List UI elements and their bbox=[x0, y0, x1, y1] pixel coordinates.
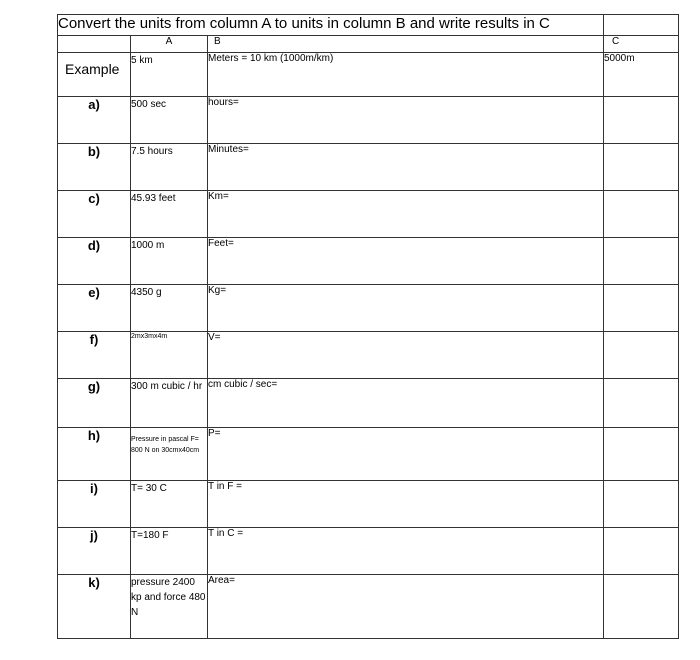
table-row bbox=[58, 97, 679, 144]
row-label: c) bbox=[58, 191, 131, 238]
table-row bbox=[58, 238, 679, 285]
row-label: i) bbox=[58, 481, 131, 528]
header-c: C bbox=[604, 36, 679, 53]
column-a-value: 45.93 feet bbox=[131, 191, 208, 238]
table-row bbox=[58, 481, 679, 528]
answer-cell[interactable] bbox=[604, 238, 679, 285]
column-a-value: 500 sec bbox=[131, 97, 208, 144]
table-row bbox=[58, 379, 679, 428]
column-b-value: T in C = bbox=[208, 528, 604, 575]
row-label: d) bbox=[58, 238, 131, 285]
column-a-value: Pressure in pascal F= 800 N on 30cmx40cm bbox=[131, 428, 208, 481]
column-b-value: P= bbox=[208, 428, 604, 481]
row-label: e) bbox=[58, 285, 131, 332]
title-row bbox=[58, 15, 679, 36]
answer-cell[interactable] bbox=[604, 97, 679, 144]
header-row bbox=[58, 36, 679, 53]
table-row bbox=[58, 332, 679, 379]
header-blank-cell bbox=[58, 36, 131, 53]
column-a-value: 4350 g bbox=[131, 285, 208, 332]
column-a-value: 5 km bbox=[131, 53, 208, 97]
column-b-value: Meters = 10 km (1000m/km) bbox=[208, 53, 604, 97]
answer-cell[interactable] bbox=[604, 575, 679, 639]
header-a: A bbox=[131, 36, 208, 53]
answer-cell[interactable] bbox=[604, 144, 679, 191]
column-a-value: T= 30 C bbox=[131, 481, 208, 528]
row-label: f) bbox=[58, 332, 131, 379]
column-b-value: V= bbox=[208, 332, 604, 379]
column-a-value: 2mx3mx4m bbox=[131, 332, 208, 379]
answer-cell[interactable] bbox=[604, 481, 679, 528]
column-a-value: 1000 m bbox=[131, 238, 208, 285]
column-b-value: cm cubic / sec= bbox=[208, 379, 604, 428]
row-label: a) bbox=[58, 97, 131, 144]
column-a-value: 7.5 hours bbox=[131, 144, 208, 191]
row-label: g) bbox=[58, 379, 131, 428]
conversion-table bbox=[57, 14, 679, 639]
column-b-value: Area= bbox=[208, 575, 604, 639]
column-b-value: Feet= bbox=[208, 238, 604, 285]
column-a-value: T=180 F bbox=[131, 528, 208, 575]
row-label: j) bbox=[58, 528, 131, 575]
row-label: k) bbox=[58, 575, 131, 639]
answer-cell[interactable] bbox=[604, 285, 679, 332]
column-a-value: pressure 2400 kp and force 480 N bbox=[131, 575, 208, 639]
table-row bbox=[58, 528, 679, 575]
table-row bbox=[58, 428, 679, 481]
column-c-value: 5000m bbox=[604, 53, 679, 97]
column-b-value: Kg= bbox=[208, 285, 604, 332]
row-label: b) bbox=[58, 144, 131, 191]
column-b-value: Km= bbox=[208, 191, 604, 238]
column-b-value: Minutes= bbox=[208, 144, 604, 191]
column-b-value: hours= bbox=[208, 97, 604, 144]
column-b-value: T in F = bbox=[208, 481, 604, 528]
row-label: h) bbox=[58, 428, 131, 481]
table-row bbox=[58, 575, 679, 639]
header-b: B bbox=[208, 36, 604, 53]
row-label: Example bbox=[58, 53, 131, 97]
answer-cell[interactable] bbox=[604, 379, 679, 428]
worksheet-title: Convert the units from column A to units in column B and write results in C bbox=[58, 15, 604, 36]
answer-cell[interactable] bbox=[604, 528, 679, 575]
answer-cell[interactable] bbox=[604, 332, 679, 379]
column-a-value: 300 m cubic / hr bbox=[131, 379, 208, 428]
table-row bbox=[58, 285, 679, 332]
answer-cell[interactable] bbox=[604, 191, 679, 238]
answer-cell[interactable] bbox=[604, 428, 679, 481]
title-blank-cell bbox=[604, 15, 679, 36]
table-row bbox=[58, 191, 679, 238]
table-row bbox=[58, 144, 679, 191]
example-row bbox=[58, 53, 679, 97]
